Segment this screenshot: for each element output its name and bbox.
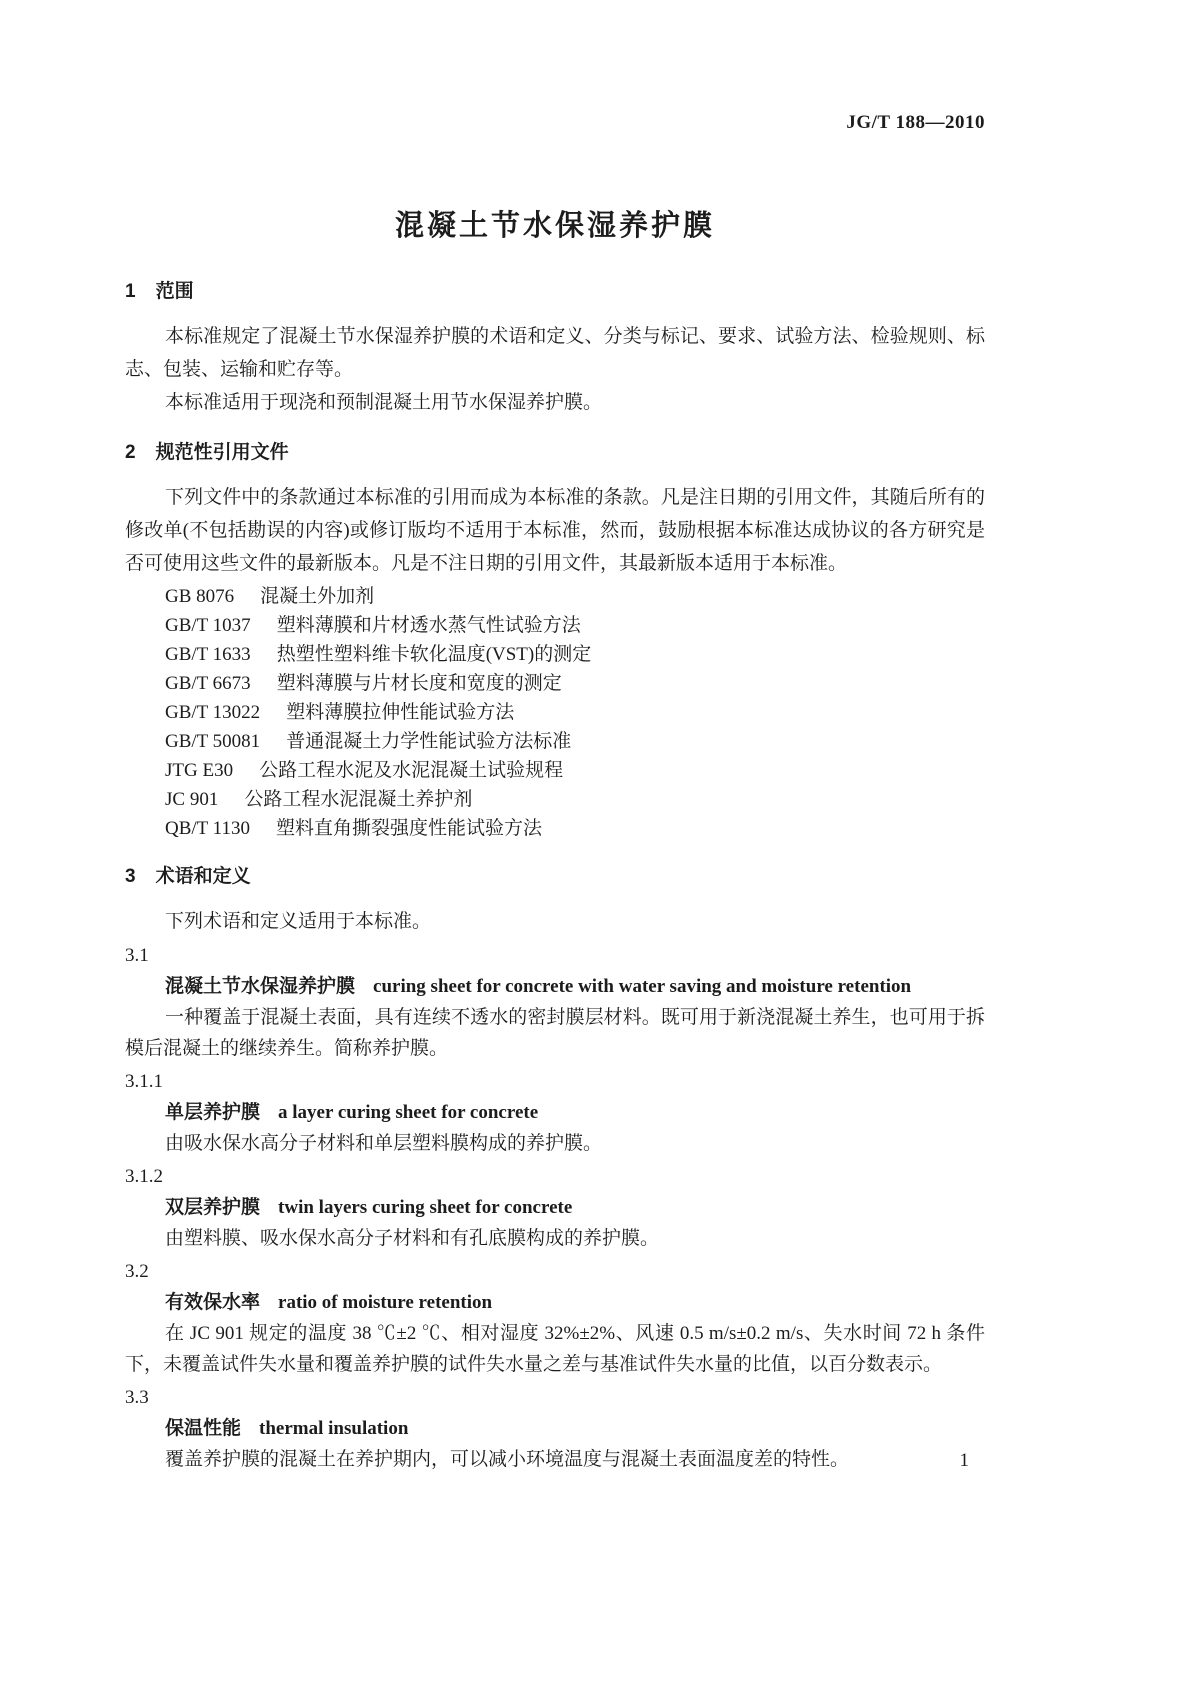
term-chinese: 有效保水率 bbox=[165, 1292, 261, 1313]
section-number: 3 bbox=[125, 866, 136, 887]
term-block bbox=[125, 1066, 985, 1159]
reference-item bbox=[125, 698, 985, 727]
term-line bbox=[125, 1287, 985, 1318]
ref-code: GB/T 1037 bbox=[165, 615, 251, 636]
reference-item bbox=[125, 727, 985, 756]
section-number: 1 bbox=[125, 281, 136, 302]
term-chinese: 混凝土节水保湿养护膜 bbox=[165, 976, 356, 997]
section-label: 范围 bbox=[155, 281, 194, 302]
term-english: thermal insulation bbox=[259, 1418, 409, 1439]
ref-title: 塑料薄膜和片材透水蒸气性试验方法 bbox=[276, 615, 581, 636]
term-chinese: 双层养护膜 bbox=[165, 1197, 261, 1218]
ref-code: GB/T 13022 bbox=[165, 702, 261, 723]
reference-item bbox=[125, 785, 985, 814]
term-english: curing sheet for concrete with water saving and moisture retention bbox=[373, 976, 912, 997]
section-label: 规范性引用文件 bbox=[155, 442, 289, 463]
term-definition: 覆盖养护膜的混凝土在养护期内，可以减小环境温度与混凝土表面温度差的特性。 bbox=[165, 1449, 850, 1470]
ref-code: GB 8076 bbox=[165, 586, 235, 607]
term-chinese: 保温性能 bbox=[165, 1418, 242, 1439]
ref-title: 混凝土外加剂 bbox=[260, 586, 375, 607]
term-block bbox=[125, 1256, 985, 1380]
reference-item bbox=[125, 814, 985, 843]
reference-item bbox=[125, 611, 985, 640]
clause-number: 3.1.2 bbox=[125, 1166, 163, 1187]
reference-item bbox=[125, 582, 985, 611]
term-block bbox=[125, 940, 985, 1064]
ref-code: GB/T 1633 bbox=[165, 644, 251, 665]
term-block bbox=[125, 1382, 985, 1475]
ref-code: QB/T 1130 bbox=[165, 818, 250, 839]
term-english: twin layers curing sheet for concrete bbox=[278, 1197, 573, 1218]
clause-number: 3.1.1 bbox=[125, 1071, 163, 1092]
ref-title: 公路工程水泥混凝土养护剂 bbox=[244, 789, 473, 810]
ref-title: 普通混凝土力学性能试验方法标准 bbox=[286, 731, 572, 752]
term-definition: 一种覆盖于混凝土表面，具有连续不透水的密封膜层材料。既可用于新浇混凝土养生，也可用于拆模后混凝土的继续养生。简称养护膜。 bbox=[125, 1007, 985, 1059]
paragraph: 本标准规定了混凝土节水保湿养护膜的术语和定义、分类与标记、要求、试验方法、检验规则、标志、包装、运输和贮存等。 bbox=[125, 326, 985, 380]
reference-list bbox=[125, 582, 985, 843]
term-definition: 在 JC 901 规定的温度 38 ℃±2 ℃、相对湿度 32%±2%、风速 0.5 m/s±0.2 m/s、失水时间 72 h 条件下，未覆盖试件失水量和覆盖养护膜的试件失水量之差与基准试件失水量的比值，以百分数表示。 bbox=[125, 1323, 985, 1375]
document-title: 混凝土节水保湿养护膜 bbox=[394, 210, 715, 242]
paragraph: 下列术语和定义适用于本标准。 bbox=[165, 911, 432, 932]
section-heading bbox=[125, 280, 985, 304]
clause-number: 3.2 bbox=[125, 1261, 149, 1282]
reference-item bbox=[125, 669, 985, 698]
section-scope bbox=[125, 280, 985, 419]
ref-code: GB/T 50081 bbox=[165, 731, 261, 752]
reference-item bbox=[125, 640, 985, 669]
ref-title: 塑料直角撕裂强度性能试验方法 bbox=[275, 818, 542, 839]
term-english: ratio of moisture retention bbox=[278, 1292, 493, 1313]
clause-number: 3.1 bbox=[125, 945, 149, 966]
ref-title: 热塑性塑料维卡软化温度(VST)的测定 bbox=[276, 644, 592, 665]
doc-number: JG/T 188—2010 bbox=[846, 112, 985, 133]
term-definition: 由塑料膜、吸水保水高分子材料和有孔底膜构成的养护膜。 bbox=[165, 1228, 660, 1249]
ref-title: 塑料薄膜拉伸性能试验方法 bbox=[286, 702, 515, 723]
page-number: 1 bbox=[959, 1450, 969, 1471]
ref-code: JTG E30 bbox=[165, 760, 234, 781]
clause-number: 3.3 bbox=[125, 1387, 149, 1408]
ref-code: JC 901 bbox=[165, 789, 219, 810]
term-line bbox=[125, 1192, 985, 1223]
term-definition: 由吸水保水高分子材料和单层塑料膜构成的养护膜。 bbox=[165, 1133, 603, 1154]
reference-item bbox=[125, 756, 985, 785]
section-heading bbox=[125, 441, 985, 465]
section-number: 2 bbox=[125, 442, 136, 463]
term-line bbox=[125, 971, 985, 1002]
ref-code: GB/T 6673 bbox=[165, 673, 251, 694]
paragraph: 本标准适用于现浇和预制混凝土用节水保湿养护膜。 bbox=[165, 392, 603, 413]
term-block bbox=[125, 1161, 985, 1254]
ref-title: 公路工程水泥及水泥混凝土试验规程 bbox=[259, 760, 564, 781]
section-normative-references bbox=[125, 441, 985, 843]
term-english: a layer curing sheet for concrete bbox=[278, 1102, 539, 1123]
section-terms-definitions bbox=[125, 865, 985, 1475]
term-chinese: 单层养护膜 bbox=[165, 1102, 261, 1123]
section-heading bbox=[125, 865, 985, 889]
paragraph: 下列文件中的条款通过本标准的引用而成为本标准的条款。凡是注日期的引用文件，其随后所有的修改单(不包括勘误的内容)或修订版均不适用于本标准，然而，鼓励根据本标准达成协议的各方研究是否可使用这些文件的最新版本。凡是不注日期的引用文件，其最新版本适用于本标准。 bbox=[125, 487, 985, 574]
ref-title: 塑料薄膜与片材长度和宽度的测定 bbox=[276, 673, 562, 694]
section-label: 术语和定义 bbox=[155, 866, 251, 887]
term-line bbox=[125, 1413, 985, 1444]
term-line bbox=[125, 1097, 985, 1128]
